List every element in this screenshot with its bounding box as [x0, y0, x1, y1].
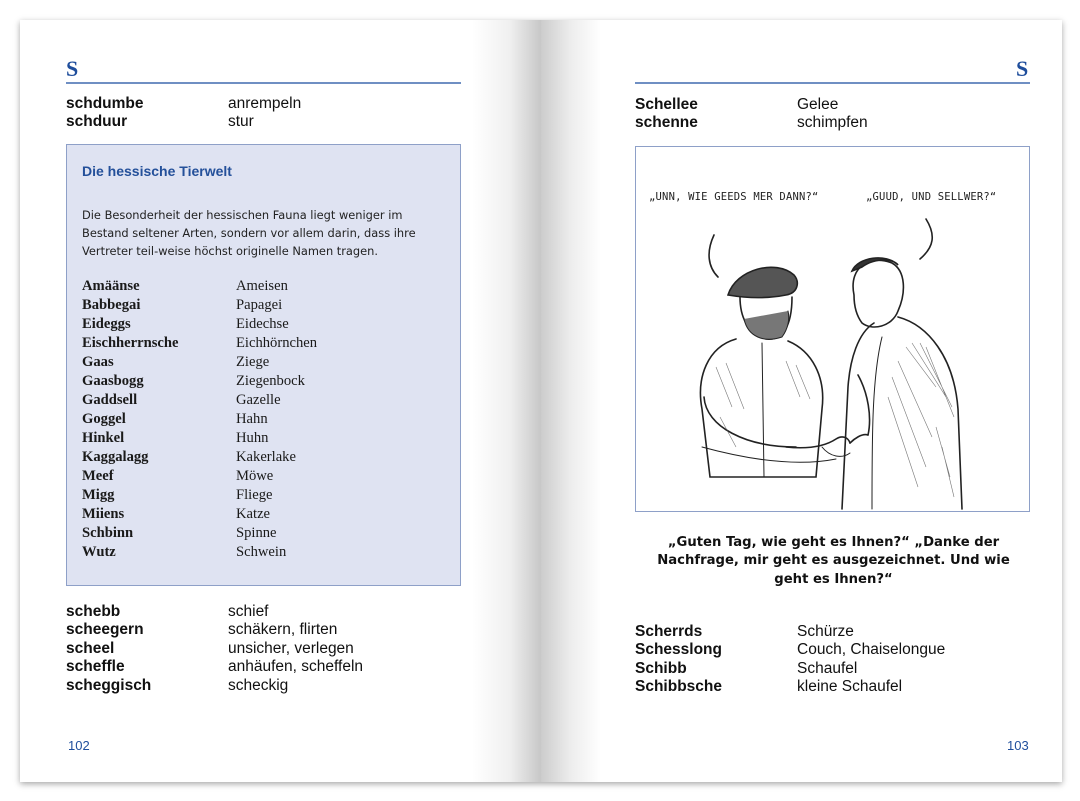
entry	[635, 96, 868, 114]
cartoon-illustration	[635, 146, 1030, 512]
animal-term: Gaddsell	[82, 392, 138, 408]
entry-term: schduur	[66, 113, 128, 131]
animal-entry	[82, 296, 317, 315]
entry-definition: stur	[228, 113, 254, 131]
entry-definition: schimpfen	[797, 114, 868, 132]
entry-term: Schesslong	[635, 641, 722, 659]
section-letter: S	[66, 56, 79, 81]
entry-term: Schibbsche	[635, 678, 722, 696]
entry	[66, 658, 363, 676]
animal-entry	[82, 486, 317, 505]
animal-entry	[82, 315, 317, 334]
entry	[635, 623, 945, 641]
animal-term: Goggel	[82, 411, 126, 427]
animal-definition: Eichhörnchen	[236, 335, 318, 351]
entry	[66, 677, 363, 695]
entry-term: Scherrds	[635, 623, 703, 640]
speech-tail-left	[709, 235, 718, 277]
speech-tail-right	[920, 219, 932, 259]
entry-definition: anhäufen, scheffeln	[228, 658, 364, 676]
entry-term: schebb	[66, 603, 121, 620]
animal-definition: Möwe	[236, 468, 274, 484]
cartoon-drawing	[636, 147, 1029, 511]
animal-term: Gaas	[82, 354, 114, 370]
animal-definition: Ziege	[236, 354, 270, 370]
entry-definition: unsicher, verlegen	[228, 639, 354, 657]
entry	[66, 621, 363, 639]
book-spread	[20, 20, 1062, 782]
entry-term: scheel	[66, 639, 115, 657]
entry-term: Schibb	[635, 659, 687, 677]
animal-term: Eischherrnsche	[82, 335, 179, 351]
entry-term: schdumbe	[66, 95, 144, 112]
entry-definition: Gelee	[797, 96, 839, 113]
entries-bottom	[66, 603, 363, 695]
entry-definition: Couch, Chaiselongue	[797, 641, 946, 659]
animal-definition: Spinne	[236, 525, 277, 541]
entry-definition: scheckig	[228, 676, 289, 694]
gutter-shadow	[471, 20, 541, 782]
animal-term: Schbinn	[82, 525, 134, 541]
entry-definition: schäkern, flirten	[228, 621, 338, 639]
entry	[635, 114, 868, 132]
entry	[66, 603, 363, 621]
entry-definition: Schürze	[797, 623, 854, 640]
section-letter: S	[1016, 56, 1029, 81]
entry-term: Schellee	[635, 96, 698, 113]
entry	[635, 641, 945, 659]
animal-entry	[82, 467, 317, 486]
info-box	[66, 144, 461, 586]
entry-term: scheggisch	[66, 676, 152, 694]
info-box-title: Die hessische Tierwelt	[82, 163, 232, 179]
animal-term: Migg	[82, 487, 115, 503]
entries-top	[635, 96, 868, 133]
animal-entry	[82, 353, 317, 372]
entry-definition: Schaufel	[797, 659, 858, 677]
animal-definition: Kakerlake	[236, 449, 296, 465]
animal-entry	[82, 524, 317, 543]
page-number: 103	[1007, 738, 1029, 753]
speech-left: „UNN, WIE GEEDS MER DANN?“	[649, 191, 819, 203]
animal-entry	[82, 277, 317, 296]
animal-definition: Fliege	[236, 487, 273, 503]
left-page	[20, 20, 541, 782]
animal-definition: Gazelle	[236, 392, 281, 408]
entry	[635, 678, 945, 696]
entry	[66, 113, 301, 131]
right-page	[541, 20, 1062, 782]
header-rule	[635, 82, 1030, 84]
entry	[66, 640, 363, 658]
animal-entry	[82, 543, 317, 562]
entry-definition: kleine Schaufel	[797, 678, 903, 696]
animal-entry	[82, 410, 317, 429]
animal-term: Miiens	[82, 506, 125, 522]
animal-entry	[82, 505, 317, 524]
animal-term: Babbegai	[82, 297, 141, 313]
animal-entry	[82, 334, 317, 353]
entries-top	[66, 95, 301, 132]
animal-definition: Schwein	[236, 544, 287, 560]
entry-term: scheegern	[66, 621, 144, 639]
entry	[635, 660, 945, 678]
animal-definition: Papagei	[236, 297, 283, 313]
animal-definition: Ziegenbock	[236, 373, 305, 389]
animal-definition: Ameisen	[236, 278, 288, 294]
animal-entry	[82, 391, 317, 410]
speech-right: „GUUD, UND SELLWER?“	[866, 191, 997, 203]
info-box-intro: Die Besonderheit der hessischen Fauna liegt weniger im Bestand seltener Arten, sondern vor allem darin, dass ihre Vertreter teil-weise höchst originelle Namen tragen.	[82, 208, 416, 258]
animal-term: Meef	[82, 468, 114, 484]
entry-term: scheffle	[66, 658, 125, 676]
cartoon-caption: „Guten Tag, wie geht es Ihnen?“ „Danke der Nachfrage, mir geht es ausgezeichnet. Und wie geht es Ihnen?“	[657, 535, 1010, 587]
entry-definition: schief	[228, 603, 269, 620]
animal-term: Hinkel	[82, 430, 125, 446]
animal-term: Eideggs	[82, 316, 131, 332]
animal-entry	[82, 372, 317, 391]
animal-definition: Eidechse	[236, 316, 289, 332]
entries-bottom	[635, 623, 945, 697]
animal-term: Gaasbogg	[82, 373, 144, 389]
header-rule	[66, 82, 461, 84]
animal-entry	[82, 429, 317, 448]
entry	[66, 95, 301, 113]
animal-term: Amäänse	[82, 278, 140, 294]
page-number: 102	[68, 738, 90, 753]
gutter-shadow	[541, 20, 601, 782]
entry-definition: anrempeln	[228, 95, 302, 112]
animal-definition: Hahn	[236, 411, 268, 427]
animal-entry	[82, 448, 317, 467]
animal-definition: Huhn	[236, 430, 269, 446]
animal-term: Kaggalagg	[82, 449, 149, 465]
animal-list	[82, 277, 317, 562]
animal-term: Wutz	[82, 544, 116, 560]
entry-term: schenne	[635, 114, 698, 132]
animal-definition: Katze	[236, 506, 271, 522]
